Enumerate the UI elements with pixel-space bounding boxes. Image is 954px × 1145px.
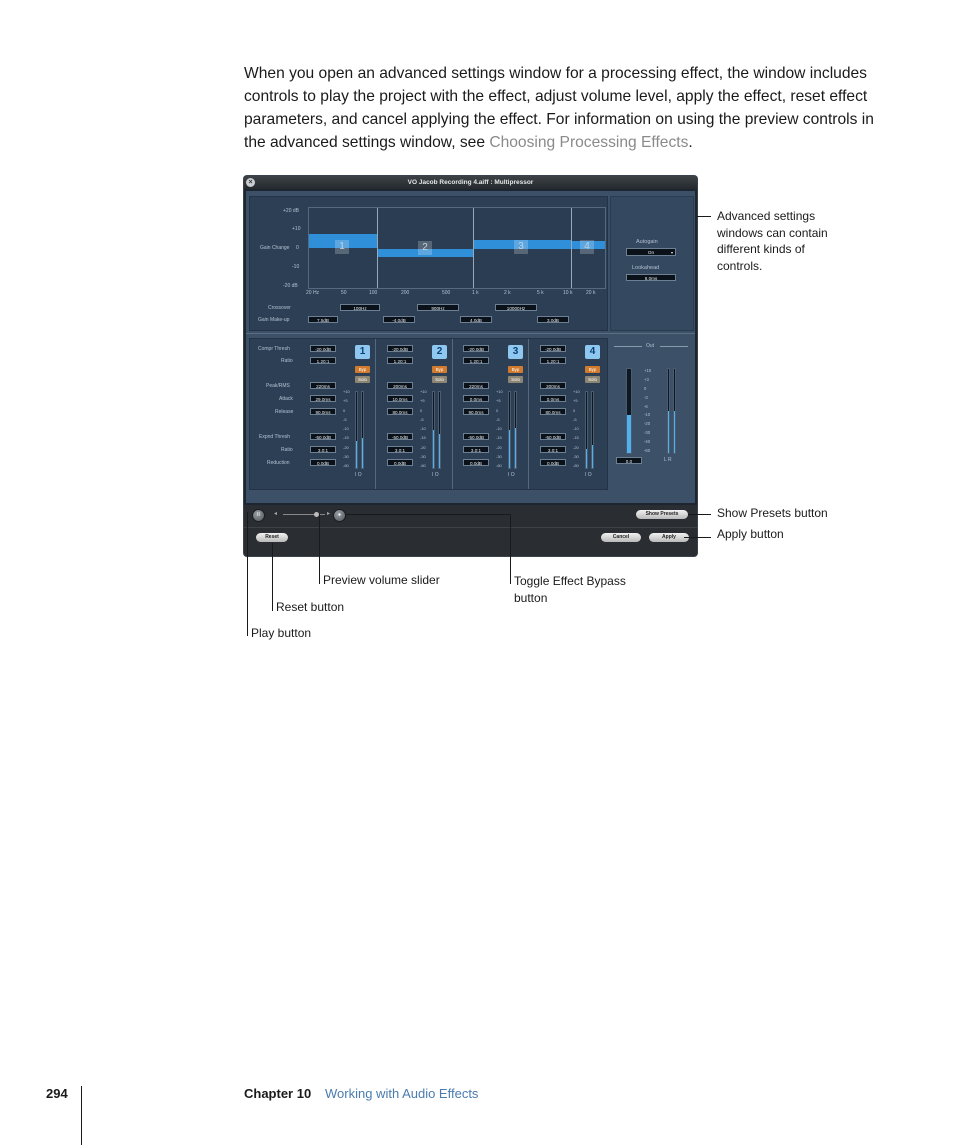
band-2-input-meter [432, 391, 435, 469]
callout-line [346, 514, 510, 515]
gain-makeup-4-field[interactable]: 3.0dB [537, 316, 569, 323]
compr-thresh-field[interactable]: -20.0dB [540, 345, 566, 352]
expnd-thresh-field[interactable]: -50.0dB [540, 433, 566, 440]
attack-field[interactable]: 0.0ms [540, 395, 566, 402]
reduction-field[interactable]: 0.0dB [463, 459, 489, 466]
band-3-graph-number: 3 [514, 240, 528, 254]
band-1-meter-scale [343, 389, 353, 469]
meter-scale-tick: -60 [573, 463, 579, 468]
db-label: 0 [296, 245, 299, 251]
band-4-graph-number: 4 [580, 240, 594, 254]
band-1-column [305, 339, 376, 489]
band-1-solo-button[interactable]: Solo [355, 376, 370, 383]
intro-text: When you open an advanced settings window for a processing effect, the window includes controls to play the project with the effect, adjust volume level, apply the effect, reset effect parameters, and cancel applying the effect. For information on using the preview controls in the advanced settings window, see [244, 65, 874, 151]
chapter-label: Chapter 10 [244, 1086, 312, 1101]
peak-rms-field[interactable]: 220ms [463, 382, 489, 389]
meter-scale-tick: -5 [343, 416, 347, 422]
freq-label: 5 k [537, 290, 544, 296]
meter-scale-tick: 0 [496, 407, 499, 413]
meter-scale-tick: +5 [420, 398, 425, 404]
band-3-meter-scale [496, 389, 506, 469]
meter-scale-tick: -6 [644, 403, 648, 409]
crossover-1-field[interactable]: 100Hz [340, 304, 380, 311]
meter-scale-tick: -15 [496, 435, 502, 441]
meter-scale-tick: 0 [420, 407, 423, 413]
divider [246, 333, 695, 334]
ratio-field[interactable]: 1.20:1 [310, 357, 336, 364]
gain-change-label: Gain Change [260, 245, 290, 251]
apply-button[interactable]: Apply [649, 533, 689, 542]
expnd-thresh-field[interactable]: -50.0dB [463, 433, 489, 440]
meter-scale-tick: -3 [644, 394, 648, 400]
band-1-badge[interactable]: 1 [355, 345, 370, 359]
band-2-bypass-button[interactable]: Byp [432, 366, 447, 373]
freq-label: 100 [369, 290, 378, 296]
settings-area [246, 191, 695, 503]
meter-scale-tick: +10 [420, 389, 427, 394]
meter-scale-tick: -5 [420, 416, 424, 422]
meter-scale-tick: -30 [343, 453, 349, 459]
callout-line-text: button [514, 590, 548, 605]
meter-scale-tick: -30 [496, 453, 502, 459]
out-rule-left [614, 346, 642, 347]
show-presets-callout: Show Presets button [717, 506, 828, 520]
reduction-field[interactable]: 0.0dB [540, 459, 566, 466]
meter-scale-tick: +5 [496, 398, 501, 404]
meter-scale-tick: -15 [343, 435, 349, 441]
callout-line [272, 543, 273, 611]
gain-makeup-1-field[interactable]: 7.5dB [308, 316, 338, 323]
meter-scale-tick: -10 [343, 426, 349, 431]
expnd-thresh-label: Expnd Thresh [259, 434, 291, 440]
peak-rms-field[interactable]: 220ms [310, 382, 336, 389]
footer-rule [81, 1086, 82, 1145]
compr-thresh-field[interactable]: -20.0dB [387, 345, 413, 352]
lr-label: L R [664, 457, 672, 463]
meter-scale-tick: +10 [343, 389, 350, 394]
peak-rms-label: Peak/RMS [266, 383, 290, 389]
meter-scale-tick: -20 [496, 444, 502, 450]
meter-scale-tick: -10 [420, 426, 426, 431]
popup-arrows-icon: ▾ [670, 250, 673, 255]
transport-bar [244, 505, 697, 556]
crossover-3-field[interactable]: 10000Hz [495, 304, 537, 311]
band-plot[interactable] [308, 207, 606, 289]
callout-line-text: controls. [717, 258, 763, 273]
compr-thresh-label: Compr Thresh [258, 346, 290, 352]
band-2-solo-button[interactable]: Solo [432, 376, 447, 383]
out-label: Out [646, 343, 655, 349]
band-region-4[interactable] [572, 208, 605, 288]
expnd-ratio-field[interactable]: 3.0:1 [540, 446, 566, 453]
ratio-label: Ratio [281, 358, 293, 364]
db-label: +10 [292, 226, 301, 232]
meter-scale-tick: -15 [420, 435, 426, 441]
toggle-effect-bypass-button[interactable]: ● [333, 509, 346, 522]
meter-scale-tick: -5 [496, 416, 500, 422]
band-1-output-meter [361, 391, 364, 469]
meter-scale-tick: 0 [573, 407, 576, 413]
band-4-io-label: I O [585, 472, 592, 478]
crossover-label: Crossover [268, 305, 291, 311]
release-field[interactable]: 80.0ms [387, 408, 413, 415]
meter-scale-tick: -60 [644, 448, 651, 453]
meter-scale-tick: -5 [573, 416, 577, 422]
callout-line [510, 514, 511, 584]
output-right-meter [673, 368, 676, 454]
intro-text-end: . [688, 134, 693, 151]
compr-thresh-field[interactable]: -20.0dB [463, 345, 489, 352]
db-label: -10 [292, 264, 300, 270]
meter-scale-tick: -15 [573, 435, 579, 441]
meter-scale-tick: -60 [496, 463, 502, 468]
output-meter-scale [644, 368, 662, 454]
band-1-io-label: I O [355, 472, 362, 478]
callout-line-text: Advanced settings [717, 209, 816, 223]
expnd-thresh-field[interactable]: -50.0dB [310, 433, 336, 440]
apply-callout: Apply button [717, 527, 784, 541]
ratio-field[interactable]: 1.20:1 [387, 357, 413, 364]
meter-scale-tick: -10 [644, 412, 651, 418]
release-field[interactable]: 90.0ms [463, 408, 489, 415]
meter-scale-tick: -20 [573, 444, 579, 450]
gain-makeup-label: Gain Make-up [258, 317, 290, 323]
meter-scale-tick: -60 [420, 463, 426, 468]
band-region-2[interactable] [378, 208, 474, 288]
meter-scale-tick: +5 [343, 398, 348, 404]
meter-scale-tick: +10 [644, 368, 652, 373]
freq-label: 2 k [504, 290, 511, 296]
meter-scale-tick: -40 [644, 439, 651, 445]
play-callout: Play button [251, 626, 312, 640]
callout-line [684, 537, 711, 538]
attack-field[interactable]: 10.0ms [387, 395, 413, 402]
meter-scale-tick: -20 [343, 444, 349, 450]
band-3-bypass-button[interactable]: Byp [508, 366, 523, 373]
band-3-column [458, 339, 529, 489]
attack-field[interactable]: 0.0ms [463, 395, 489, 402]
band-4-meter-scale [573, 389, 583, 469]
band-region-1[interactable] [309, 208, 378, 288]
band-4-solo-button[interactable]: Solo [585, 376, 600, 383]
meter-scale-tick: -30 [573, 453, 579, 459]
band-2-graph-number: 2 [418, 241, 432, 255]
meter-scale-tick: 0 [343, 407, 346, 413]
toggle-bypass-callout [514, 573, 626, 606]
meter-scale-tick: +5 [573, 398, 578, 404]
window-title: VO Jacob Recording 4.aiff : Multipressor [407, 179, 534, 186]
meter-scale-tick: +3 [644, 376, 649, 382]
expnd-ratio-field[interactable]: 3.0:1 [310, 446, 336, 453]
band-2-meter-scale [420, 389, 430, 469]
freq-label: 1 k [472, 290, 479, 296]
show-presets-button[interactable]: Show Presets [636, 510, 688, 519]
freq-label: 10 k [563, 290, 573, 296]
expnd-thresh-field[interactable]: -50.0dB [387, 433, 413, 440]
peak-rms-field[interactable]: 200ms [540, 382, 566, 389]
band-4-output-meter [591, 391, 594, 469]
reset-button[interactable]: Reset [256, 533, 288, 542]
band-3-input-meter [508, 391, 511, 469]
band-3-badge[interactable]: 3 [508, 345, 523, 359]
crossover-graph-panel [249, 196, 608, 331]
reduction-field[interactable]: 0.0dB [310, 459, 336, 466]
callout-line [697, 216, 711, 217]
band-2-badge[interactable]: 2 [432, 345, 447, 359]
ratio-field[interactable]: 1.20:1 [463, 357, 489, 364]
meter-scale-tick: +10 [496, 389, 503, 394]
meter-scale-tick: -20 [420, 444, 426, 450]
release-field[interactable]: 80.0ms [540, 408, 566, 415]
band-1-input-meter [355, 391, 358, 469]
intro-paragraph [244, 62, 884, 154]
reduction-field[interactable]: 0.0dB [387, 459, 413, 466]
preview-volume-callout: Preview volume slider [323, 573, 440, 587]
expnd-ratio-field[interactable]: 3.0:1 [463, 446, 489, 453]
meter-scale-tick: -30 [420, 453, 426, 459]
callout-line-text: Toggle Effect Bypass [514, 574, 626, 588]
peak-rms-field[interactable]: 200ms [387, 382, 413, 389]
page-number: 294 [46, 1086, 68, 1101]
gain-makeup-3-field[interactable]: 4.0dB [460, 316, 492, 323]
band-4-bypass-button[interactable]: Byp [585, 366, 600, 373]
output-value-field[interactable]: 0.0 [616, 457, 642, 464]
band-2-output-meter [438, 391, 441, 469]
callout-line [319, 514, 320, 584]
band-3-io-label: I O [508, 472, 515, 478]
band-4-column [535, 339, 605, 489]
close-icon[interactable]: × [246, 178, 255, 187]
output-gain-fill [627, 415, 631, 453]
output-gain-slider[interactable] [626, 368, 632, 454]
transport-divider [244, 527, 697, 528]
volume-high-icon: ▸ [327, 511, 331, 517]
callout-line [247, 512, 248, 636]
autogain-popup[interactable] [626, 248, 676, 256]
callout-line [688, 514, 711, 515]
crossover-2-field[interactable]: 900Hz [417, 304, 459, 311]
reduction-label: Reduction [267, 460, 290, 466]
output-panel [610, 338, 692, 488]
attack-label: Attack [279, 396, 293, 402]
multipressor-window [244, 176, 697, 556]
autogain-value: On [647, 250, 655, 255]
band-3-solo-button[interactable]: Solo [508, 376, 523, 383]
callout-line-text: different kinds of [717, 242, 805, 256]
release-label: Release [275, 409, 294, 415]
expnd-ratio-label: Ratio [281, 447, 293, 453]
band-3-output-meter [514, 391, 517, 469]
freq-label: 500 [442, 290, 451, 296]
play-button[interactable]: II [252, 509, 265, 522]
db-label: -20 dB [283, 283, 298, 289]
meter-scale-tick: -10 [496, 426, 502, 431]
meter-scale-tick: -30 [644, 430, 651, 436]
autogain-label: Autogain [636, 239, 658, 245]
band-1-graph-number: 1 [335, 240, 349, 254]
compr-thresh-field[interactable]: -20.0dB [310, 345, 336, 352]
attack-field[interactable]: 29.0ms [310, 395, 336, 402]
ratio-field[interactable]: 1.20:1 [540, 357, 566, 364]
meter-scale-tick: -60 [343, 463, 349, 468]
meter-scale-tick: -10 [573, 426, 579, 431]
advanced-settings-callout [717, 208, 828, 274]
band-2-io-label: I O [432, 472, 439, 478]
band-1-bypass-button[interactable]: Byp [355, 366, 370, 373]
choosing-processing-effects-link[interactable]: Choosing Processing Effects [489, 134, 689, 151]
output-left-meter [667, 368, 670, 454]
freq-label: 20 Hz [306, 290, 320, 296]
release-field[interactable]: 90.0ms [310, 408, 336, 415]
out-rule-right [660, 346, 688, 347]
lookahead-label: Lookahead [632, 265, 660, 271]
meter-scale-tick: +10 [573, 389, 580, 394]
band-4-input-meter [585, 391, 588, 469]
window-titlebar [244, 176, 697, 189]
volume-low-icon: ◂ [274, 511, 278, 517]
callout-line-text: windows can contain [717, 225, 828, 240]
reset-callout: Reset button [276, 600, 345, 614]
gain-makeup-2-field[interactable]: -4.0dB [383, 316, 415, 323]
expnd-ratio-field[interactable]: 3.0:1 [387, 446, 413, 453]
db-label: +20 dB [283, 208, 299, 214]
meter-scale-tick: 0 [644, 385, 647, 391]
meter-scale-tick: -20 [644, 421, 651, 427]
band-2-column [382, 339, 453, 489]
band-region-3[interactable] [474, 208, 572, 288]
band-parameters-panel [249, 338, 608, 490]
freq-label: 20 k [586, 290, 596, 296]
freq-label: 200 [401, 290, 410, 296]
chapter-title-link[interactable]: Working with Audio Effects [325, 1086, 479, 1101]
lookahead-field[interactable]: 8.0ms [626, 274, 676, 281]
band-4-badge[interactable]: 4 [585, 345, 600, 359]
autogain-panel [610, 196, 694, 331]
cancel-button[interactable]: Cancel [601, 533, 641, 542]
freq-label: 50 [341, 290, 347, 296]
